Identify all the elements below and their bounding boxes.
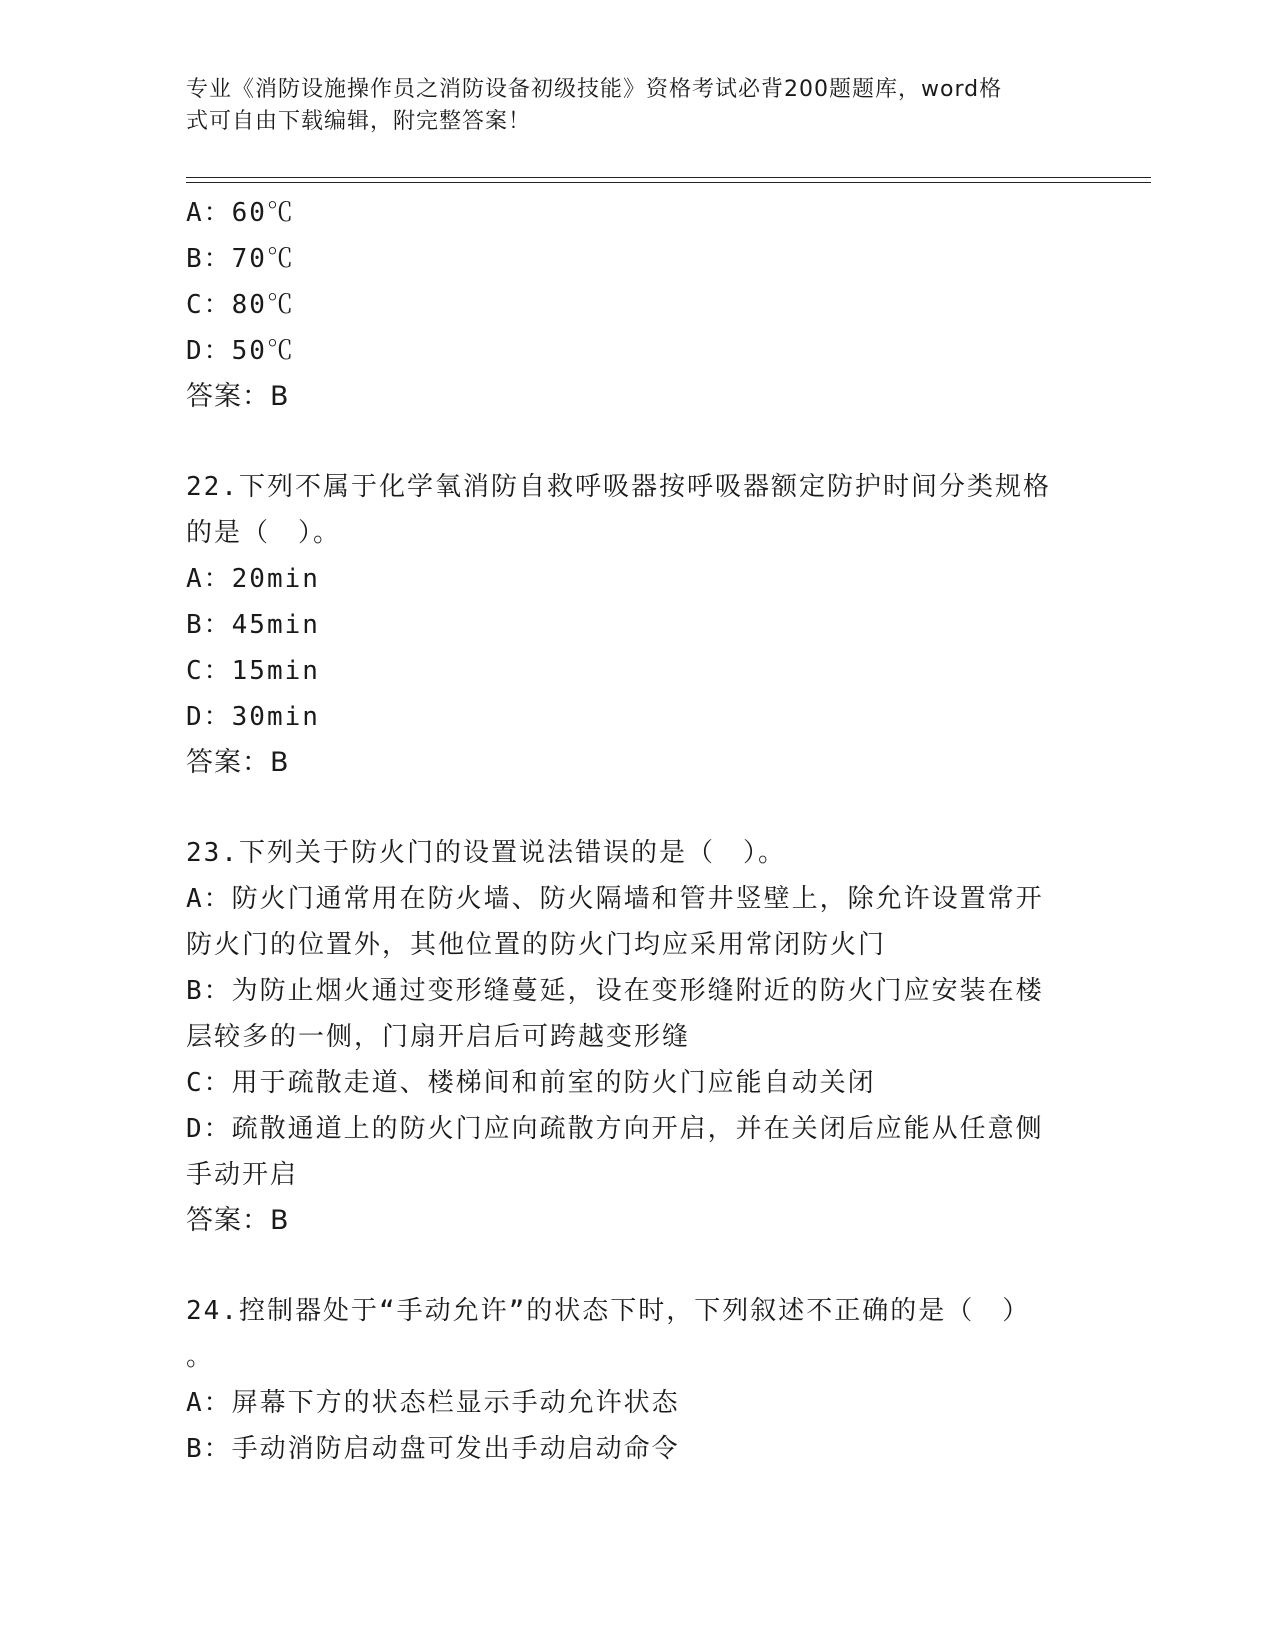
question-22: [186, 464, 1086, 786]
option-a: A：防火门通常用在防火墙、防火隔墙和管井竖壁上，除允许设置常开: [186, 884, 1044, 914]
question-stem: 22.下列不属于化学氧消防自救呼吸器按呼吸器额定防护时间分类规格: [186, 472, 1051, 502]
option-b: B：45min: [186, 610, 320, 640]
option-c: C：15min: [186, 656, 320, 686]
question-stem: 。: [186, 1342, 215, 1372]
answer: 答案：B: [186, 1205, 290, 1236]
option-b: B：70℃: [186, 244, 295, 274]
option-b-cont: 层较多的一侧，门扇开启后可跨越变形缝: [186, 1022, 691, 1052]
question-24: [186, 1288, 1086, 1472]
option-d: D：30min: [186, 702, 320, 732]
option-a: A：20min: [186, 564, 320, 594]
question-21: [186, 190, 1086, 420]
question-stem: 的是（ ）。: [186, 518, 342, 548]
option-a: A：屏幕下方的状态栏显示手动允许状态: [186, 1388, 680, 1418]
question-23: [186, 830, 1086, 1244]
question-list: [186, 190, 1086, 1472]
answer: 答案：B: [186, 747, 290, 778]
option-b: B：手动消防启动盘可发出手动启动命令: [186, 1434, 680, 1464]
option-d-cont: 手动开启: [186, 1160, 299, 1190]
header-line: 式可自由下载编辑，附完整答案！: [186, 109, 532, 134]
answer: 答案：B: [186, 381, 290, 412]
question-stem: 23.下列关于防火门的设置说法错误的是（ ）。: [186, 838, 786, 868]
option-a-cont: 防火门的位置外，其他位置的防火门均应采用常闭防火门: [186, 930, 887, 960]
option-a: A：60℃: [186, 198, 295, 228]
header-line: 专业《消防设施操作员之消防设备初级技能》资格考试必背200题题库，word格: [186, 77, 1003, 102]
document-header: [186, 74, 1066, 138]
option-c: C：用于疏散走道、楼梯间和前室的防火门应能自动关闭: [186, 1068, 876, 1098]
option-b: B：为防止烟火通过变形缝蔓延，设在变形缝附近的防火门应安装在楼: [186, 976, 1044, 1006]
header-divider: [186, 182, 1151, 183]
question-stem: 24.控制器处于“手动允许”的状态下时，下列叙述不正确的是（ ）: [186, 1296, 1031, 1326]
header-divider: [186, 177, 1151, 178]
option-d: D：疏散通道上的防火门应向疏散方向开启，并在关闭后应能从任意侧: [186, 1114, 1044, 1144]
option-c: C：80℃: [186, 290, 295, 320]
option-d: D：50℃: [186, 336, 295, 366]
